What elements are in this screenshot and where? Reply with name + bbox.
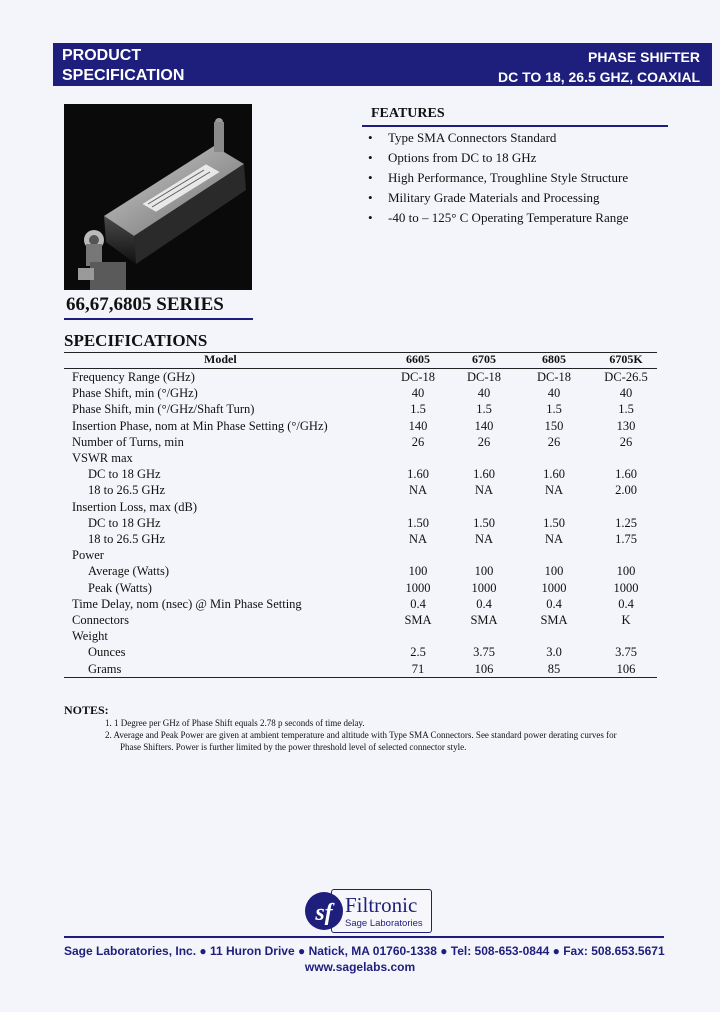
row-label: Insertion Loss, max (dB) [72, 499, 197, 514]
cell-6705: 140 [474, 418, 494, 433]
header-frequency-range: DC TO 18, 26.5 GHZ, COAXIAL [497, 69, 700, 85]
footer-rule [64, 936, 664, 938]
row-label: Time Delay, nom (nsec) @ Min Phase Setting [72, 596, 302, 611]
cell-6805: 3.0 [546, 645, 562, 660]
row-label: Insertion Phase, nom at Min Phase Setting (°/GHz) [72, 418, 328, 433]
header-band [53, 43, 712, 86]
cell-6705: 100 [474, 564, 494, 579]
row-label: Peak (Watts) [88, 580, 152, 595]
cell-6605: 40 [411, 386, 425, 401]
table-row [0, 612, 720, 628]
cell-6705: DC-18 [466, 370, 502, 384]
cell-6705: NA [474, 532, 494, 546]
cell-6705: 1.5 [476, 402, 492, 417]
notes-title: NOTES: [64, 703, 109, 717]
cell-6705K: K [621, 613, 631, 627]
cell-6705: 1.50 [473, 515, 495, 530]
feature-text: Options from DC to 18 GHz [388, 150, 537, 165]
table-row [0, 450, 720, 466]
table-row [0, 596, 720, 612]
cell-6705K: 100 [616, 564, 636, 579]
table-row [0, 499, 720, 515]
cell-6705: NA [474, 483, 494, 498]
row-label: 18 to 26.5 GHz [88, 532, 166, 546]
cell-6805: 1000 [541, 580, 567, 595]
cell-6805: 1.60 [543, 467, 565, 482]
cell-6705K: 40 [619, 386, 633, 401]
table-row [0, 434, 720, 450]
note-2-line2: Phase Shifters. Power is further limited by the power threshold level of selected connector style. [120, 742, 467, 752]
cell-6805: 1.5 [546, 402, 562, 417]
model-header: Model [204, 352, 237, 366]
features-title: FEATURES [371, 106, 445, 121]
row-label: Power [72, 548, 104, 563]
cell-6805: 1.50 [543, 515, 565, 530]
cell-6605: NA [408, 532, 428, 546]
product-photo [64, 104, 252, 290]
cell-6705: 106 [474, 661, 494, 676]
row-label: Weight [72, 629, 108, 644]
cell-6705K: 106 [616, 661, 636, 676]
cell-6605: 140 [408, 418, 428, 433]
cell-6805: DC-18 [536, 370, 572, 384]
cell-6705K: 130 [616, 418, 636, 433]
feature-text: High Performance, Troughline Style Structure [388, 170, 629, 185]
cell-6605: 1.60 [407, 467, 429, 482]
feature-item [368, 148, 629, 168]
feature-item [368, 208, 629, 228]
table-row [0, 369, 720, 385]
header-product: PRODUCT [62, 47, 142, 64]
row-label: DC to 18 GHz [88, 467, 161, 482]
cell-6705K: DC-26.5 [604, 370, 648, 384]
logo-name: Filtronic [345, 893, 418, 917]
cell-6605: 0.4 [410, 596, 426, 611]
logo-globe-icon [302, 889, 346, 933]
cell-6705K: 0.4 [618, 596, 634, 611]
cell-6705: 0.4 [476, 596, 492, 611]
cell-6605: 100 [408, 564, 428, 579]
note-1: 1. 1 Degree per GHz of Phase Shift equals 2.78 p seconds of time delay. [105, 718, 365, 728]
cell-6705K: 1.75 [615, 532, 637, 546]
specs-bottom-rule [64, 677, 657, 678]
features-list [368, 128, 629, 228]
cell-6705K: 2.00 [615, 483, 637, 498]
cell-6705K: 26 [619, 434, 633, 449]
cell-6805: 150 [544, 418, 564, 433]
table-row [0, 661, 720, 677]
logo-subtitle: Sage Laboratories [345, 918, 423, 929]
cell-6605: 2.5 [410, 645, 426, 660]
cell-6805: 26 [547, 434, 561, 449]
footer-address: Sage Laboratories, Inc. ● 11 Huron Drive ● Natick, MA 01760-1338 ● Tel: 508-653-0844 ● Fax: 508.653.5671 [64, 944, 665, 958]
cell-6805: 100 [544, 564, 564, 579]
footer-website[interactable]: www.sagelabs.com [304, 960, 416, 974]
table-row [0, 563, 720, 579]
cell-6605: 1000 [405, 580, 431, 595]
table-row [0, 385, 720, 401]
model-6605-header: 6605 [406, 352, 430, 366]
cell-6705: SMA [470, 613, 498, 627]
feature-item [368, 168, 629, 188]
cell-6705K: 1.25 [615, 515, 637, 530]
row-label: 18 to 26.5 GHz [88, 483, 166, 498]
cell-6705K: 3.75 [615, 645, 637, 660]
table-row [0, 466, 720, 482]
cell-6705: 1.60 [473, 467, 495, 482]
cell-6805: 85 [547, 661, 561, 676]
bullet-icon: • [368, 130, 373, 145]
feature-item [368, 128, 629, 148]
table-row [0, 531, 720, 547]
cell-6705: 3.75 [473, 645, 495, 660]
table-row [0, 418, 720, 434]
cell-6805: NA [544, 483, 564, 498]
cell-6805: NA [544, 532, 564, 546]
cell-6605: 1.5 [410, 402, 426, 417]
cell-6605: 1.50 [407, 515, 429, 530]
cell-6805: 40 [547, 386, 561, 401]
row-label: Connectors [72, 613, 129, 627]
row-label: VSWR max [72, 451, 133, 465]
cell-6605: SMA [404, 613, 432, 627]
specifications-title: SPECIFICATIONS [64, 331, 208, 350]
bullet-icon: • [368, 150, 373, 165]
bullet-icon: • [368, 190, 373, 205]
row-label: Average (Watts) [88, 564, 170, 579]
cell-6605: 71 [411, 661, 425, 676]
features-underline [362, 125, 668, 127]
feature-item [368, 188, 629, 208]
table-row [0, 401, 720, 417]
table-row [0, 547, 720, 563]
cell-6705: 26 [477, 434, 491, 449]
cell-6705K: 1000 [613, 580, 639, 595]
row-label: Frequency Range (GHz) [72, 370, 195, 384]
row-label: Number of Turns, min [72, 434, 184, 449]
series-underline [64, 318, 253, 320]
header-specification: SPECIFICATION [62, 67, 185, 84]
model-6705k-header: 6705K [609, 352, 643, 366]
cell-6605: DC-18 [400, 370, 436, 384]
cell-6805: SMA [540, 613, 568, 627]
bullet-icon: • [368, 170, 373, 185]
cell-6705K: 1.5 [618, 402, 634, 417]
table-row [0, 482, 720, 498]
cell-6705: 1000 [471, 580, 497, 595]
series-title: 66,67,6805 SERIES [66, 294, 224, 315]
feature-text: Military Grade Materials and Processing [388, 190, 600, 205]
cell-6605: NA [408, 483, 428, 498]
table-row [0, 515, 720, 531]
table-row [0, 628, 720, 644]
model-6705-header: 6705 [472, 352, 496, 366]
feature-text: Type SMA Connectors Standard [388, 130, 557, 145]
row-label: Phase Shift, min (°/GHz/Shaft Turn) [72, 402, 255, 417]
header-phase-shifter: PHASE SHIFTER [587, 49, 700, 65]
cell-6605: 26 [411, 434, 425, 449]
cell-6705K: 1.60 [615, 467, 637, 482]
row-label: Ounces [88, 645, 126, 660]
feature-text: -40 to – 125° C Operating Temperature Range [388, 210, 629, 225]
table-row [0, 644, 720, 660]
model-6805-header: 6805 [542, 352, 566, 366]
svg-text:sf: sf [315, 900, 333, 926]
table-row [0, 580, 720, 596]
cell-6805: 0.4 [546, 596, 562, 611]
bullet-icon: • [368, 210, 373, 225]
row-label: Phase Shift, min (°/GHz) [72, 386, 198, 401]
cell-6705: 40 [477, 386, 491, 401]
phase-shifter-illustration [64, 104, 252, 290]
note-2-line1: 2. Average and Peak Power are given at ambient temperature and altitude with Type SMA Connectors. See standard power derating curves for [105, 730, 617, 740]
row-label: DC to 18 GHz [88, 515, 161, 530]
row-label: Grams [88, 661, 122, 676]
